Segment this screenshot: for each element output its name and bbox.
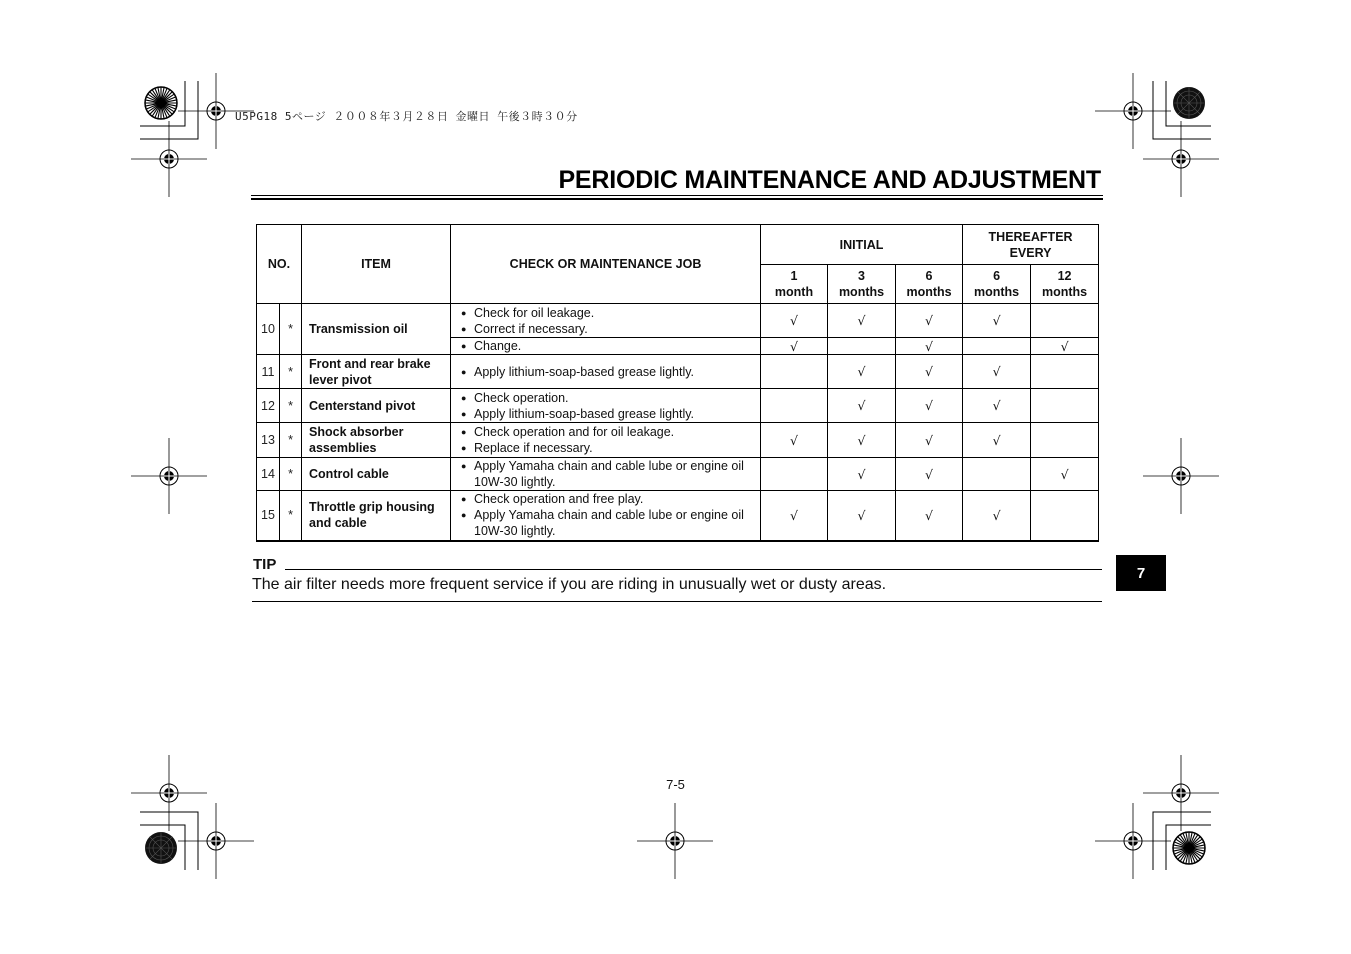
check-cell: [1031, 304, 1099, 338]
check-cell: [896, 338, 963, 355]
bullet-icon: ●: [461, 307, 467, 318]
title-rule-thick: [251, 198, 1103, 200]
check-mark-icon: √: [857, 313, 866, 328]
row-number: 12: [257, 389, 280, 423]
check-mark-icon: √: [857, 466, 866, 482]
print-info-header: U5PG18 5ページ ２００８年３月２８日 金曜日 午後３時３０分: [235, 110, 578, 123]
check-cell: [1031, 423, 1099, 458]
row-star: *: [280, 389, 302, 423]
header-period: [1031, 265, 1099, 304]
check-mark-icon: √: [857, 398, 866, 413]
row-item: [302, 423, 451, 458]
check-cell: [896, 304, 963, 338]
table-row: [257, 355, 1099, 389]
row-item: [302, 491, 451, 541]
check-cell: [828, 491, 896, 541]
header-thereafter: [963, 225, 1099, 265]
header-item: ITEM: [302, 225, 451, 304]
check-cell: [761, 355, 828, 389]
check-cell: [761, 389, 828, 423]
check-cell: [896, 423, 963, 458]
check-cell: [1031, 491, 1099, 541]
period-number: 1: [790, 269, 798, 283]
row-job: [451, 458, 761, 491]
period-number: 12: [1057, 269, 1072, 283]
bullet-icon: ●: [461, 392, 467, 403]
check-cell: [761, 304, 828, 338]
table-row: [257, 304, 1099, 338]
row-number: 14: [257, 458, 280, 491]
item-line: Shock absorber: [309, 425, 404, 439]
check-mark-icon: √: [925, 507, 934, 523]
bullet-icon: ●: [461, 461, 467, 471]
check-cell: [761, 423, 828, 458]
job-line: Check operation.: [474, 390, 569, 405]
row-item: Centerstand pivot: [302, 389, 451, 423]
bullet-icon: ●: [461, 323, 467, 334]
header-period: [896, 265, 963, 304]
period-unit: months: [838, 285, 885, 299]
check-mark-icon: √: [925, 313, 934, 328]
job-line: Replace if necessary.: [474, 441, 593, 455]
check-mark-icon: √: [992, 313, 1001, 328]
check-cell: [963, 458, 1031, 491]
tip-bottom-rule: [252, 601, 1102, 602]
job-line: Check for oil leakage.: [474, 305, 595, 320]
row-item: Control cable: [302, 458, 451, 491]
check-cell: [1031, 355, 1099, 389]
row-star: *: [280, 355, 302, 389]
check-mark-icon: √: [925, 398, 934, 413]
job-line-part: Apply Yamaha chain and cable lube or engine oil: [474, 508, 744, 523]
bullet-icon: ●: [461, 366, 467, 377]
check-cell: [828, 389, 896, 423]
job-line: [474, 507, 744, 539]
row-number: 10: [257, 304, 280, 355]
check-cell: [761, 338, 828, 355]
check-mark-icon: √: [857, 507, 866, 523]
check-mark-icon: √: [992, 432, 1001, 448]
check-mark-icon: √: [925, 338, 934, 354]
row-job: [451, 491, 761, 541]
row-star: *: [280, 491, 302, 541]
check-mark-icon: √: [790, 432, 798, 448]
check-cell: [1031, 458, 1099, 491]
page-number: 7-5: [666, 777, 685, 792]
chapter-tab: 7: [1116, 555, 1166, 591]
check-cell: [963, 389, 1031, 423]
check-cell: [1031, 389, 1099, 423]
check-cell: [828, 304, 896, 338]
bullet-icon: ●: [461, 494, 467, 505]
title-rule: [251, 195, 1103, 196]
row-number: 13: [257, 423, 280, 458]
check-cell: [828, 458, 896, 491]
check-cell: [963, 304, 1031, 338]
check-cell: [896, 389, 963, 423]
item-line: and cable: [309, 516, 367, 531]
check-mark-icon: √: [992, 364, 1001, 379]
check-cell: [761, 491, 828, 541]
check-cell: [963, 491, 1031, 541]
period-unit: months: [973, 285, 1020, 299]
job-line-part: 10W-30 lightly.: [474, 475, 556, 489]
row-star: *: [280, 458, 302, 491]
row-number: 15: [257, 491, 280, 541]
header-period: [828, 265, 896, 304]
job-line: [474, 458, 744, 490]
table-row: [257, 491, 1099, 541]
check-cell: [761, 458, 828, 491]
header-period: [963, 265, 1031, 304]
check-mark-icon: √: [857, 364, 866, 379]
bullet-icon: ●: [461, 408, 467, 419]
row-job: [451, 389, 761, 423]
period-unit: month: [774, 285, 814, 299]
table-row: [257, 389, 1099, 423]
item-line: lever pivot: [309, 372, 372, 387]
check-cell: [828, 338, 896, 355]
job-line: Apply lithium-soap-based grease lightly.: [474, 364, 695, 379]
job-line: Check operation and free play.: [474, 492, 644, 507]
check-cell: [828, 423, 896, 458]
check-mark-icon: √: [790, 338, 798, 354]
check-mark-icon: √: [925, 364, 934, 379]
check-mark-icon: √: [857, 432, 866, 448]
row-star: *: [280, 304, 302, 355]
bullet-icon: ●: [461, 427, 467, 437]
job-line-part: 10W-30 lightly.: [474, 524, 556, 539]
item-line: assemblies: [309, 441, 377, 455]
check-cell: [896, 355, 963, 389]
row-job: [451, 355, 761, 389]
check-mark-icon: √: [992, 507, 1001, 523]
row-number: 11: [257, 355, 280, 389]
job-line: Correct if necessary.: [474, 321, 588, 336]
check-cell: [963, 355, 1031, 389]
period-unit: months: [906, 285, 952, 299]
bullet-icon: ●: [461, 510, 467, 521]
header-thereafter-line2: EVERY: [1009, 245, 1052, 260]
job-line: Check operation and for oil leakage.: [474, 425, 675, 439]
item-line: Throttle grip housing: [309, 500, 435, 515]
check-mark-icon: √: [1060, 338, 1069, 354]
row-item: Transmission oil: [302, 304, 451, 355]
page-title: PERIODIC MAINTENANCE AND ADJUSTMENT: [558, 166, 1101, 194]
row-star: *: [280, 423, 302, 458]
job-line: Change.: [474, 339, 522, 353]
check-cell: [963, 423, 1031, 458]
period-number: 3: [858, 269, 865, 283]
check-mark-icon: √: [925, 466, 934, 482]
check-cell: [963, 338, 1031, 355]
check-mark-icon: √: [925, 432, 934, 448]
period-unit: months: [1041, 285, 1088, 299]
row-item: [302, 355, 451, 389]
table-row: [257, 458, 1099, 491]
item-line: Front and rear brake: [309, 356, 431, 371]
check-mark-icon: √: [992, 398, 1001, 413]
tip-text: The air filter needs more frequent service if you are riding in unusually wet or dusty areas.: [252, 576, 887, 593]
check-mark-icon: √: [790, 313, 798, 328]
bullet-icon: ●: [461, 341, 467, 351]
check-cell: [1031, 338, 1099, 355]
bullet-icon: ●: [461, 443, 467, 453]
period-number: 6: [993, 269, 1001, 283]
period-number: 6: [925, 269, 933, 283]
check-mark-icon: √: [790, 507, 798, 523]
header-no: NO.: [257, 225, 302, 304]
header-initial: INITIAL: [761, 225, 963, 265]
header-job: CHECK OR MAINTENANCE JOB: [451, 225, 761, 304]
row-job: [451, 304, 761, 338]
job-line-part: Apply Yamaha chain and cable lube or engine oil: [474, 459, 744, 473]
check-cell: [828, 355, 896, 389]
check-cell: [896, 491, 963, 541]
tip-label: TIP: [253, 556, 277, 573]
table-row: [257, 423, 1099, 458]
check-mark-icon: √: [1060, 466, 1069, 482]
row-job: [451, 338, 761, 355]
check-cell: [896, 458, 963, 491]
row-job: [451, 423, 761, 458]
tip-rule: [285, 569, 1102, 570]
header-period: [761, 265, 828, 304]
header-thereafter-line1: THEREAFTER: [988, 229, 1073, 244]
job-line: Apply lithium-soap-based grease lightly.: [474, 406, 695, 421]
maintenance-table: [256, 224, 1099, 542]
